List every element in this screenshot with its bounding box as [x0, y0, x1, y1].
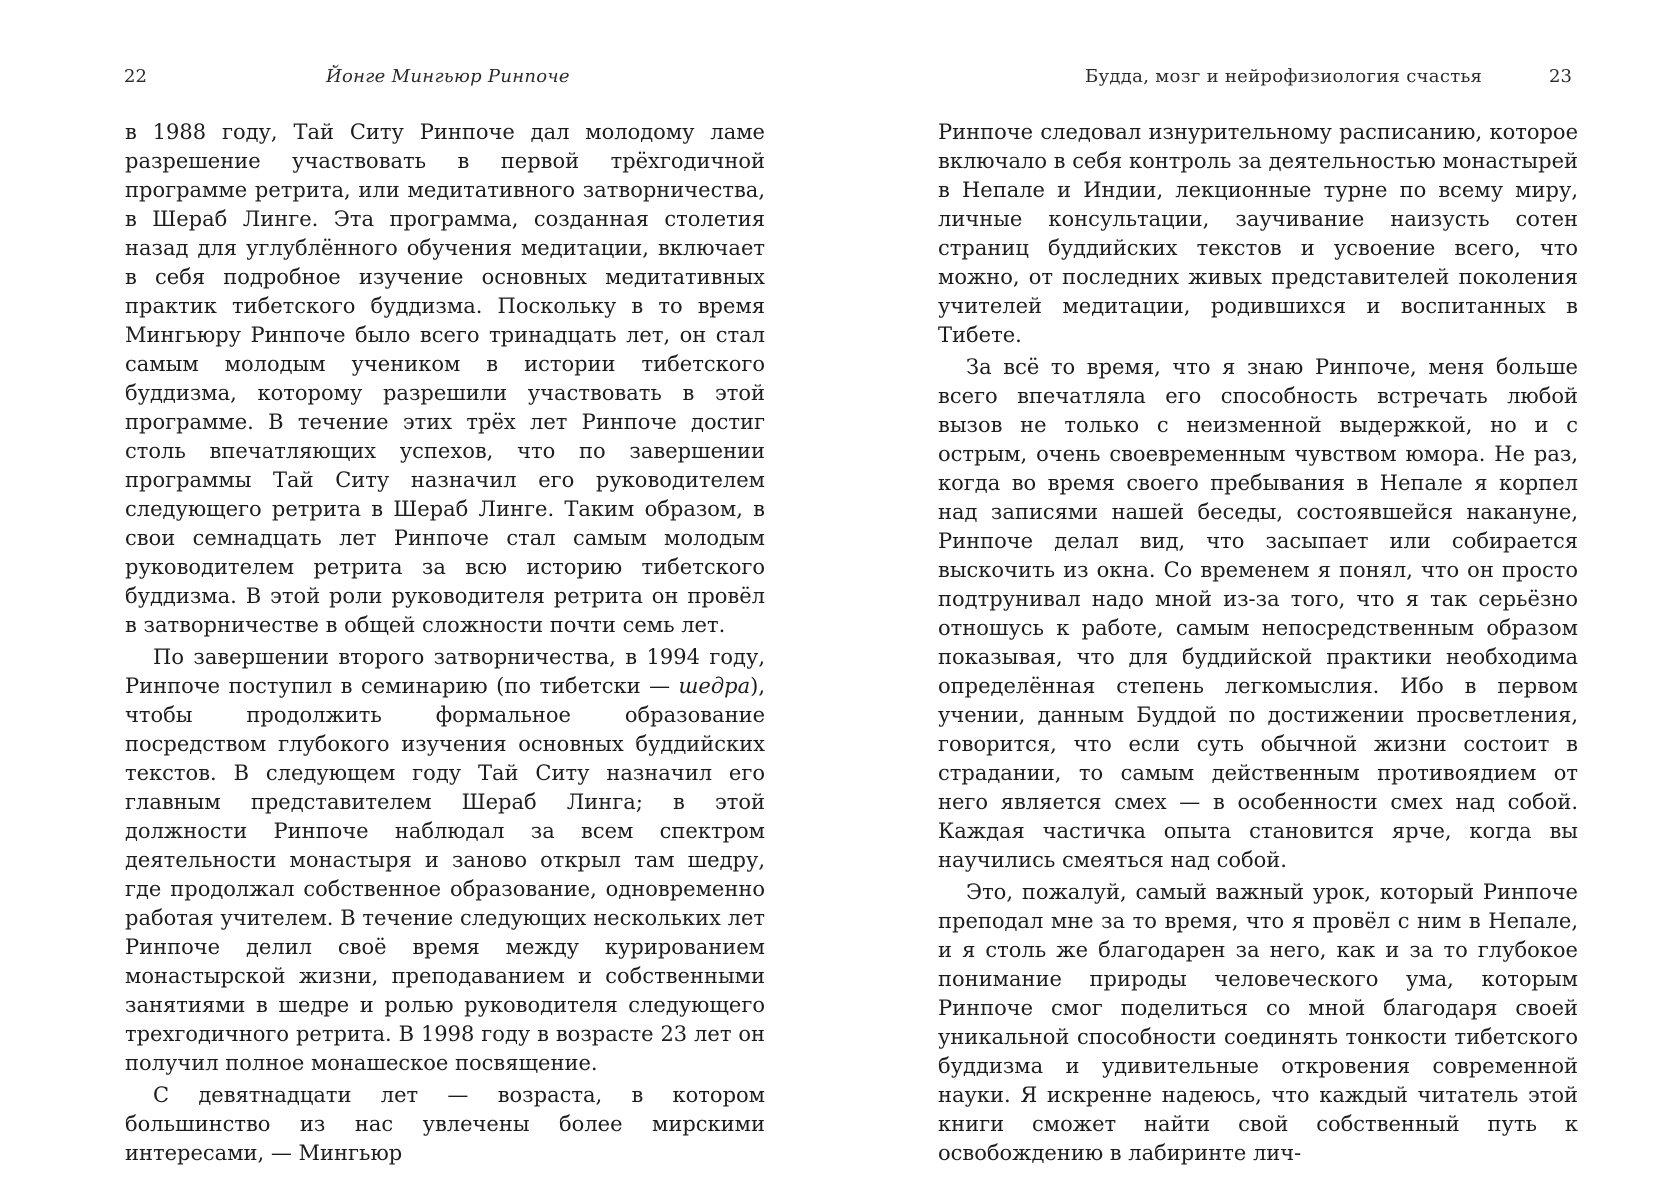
right-paragraph-1: Ринпоче следовал изнурительному расписанию, которое включало в себя контроль за деятельностью монастырей в Непале и Индии, лекционные турне по всему миру, личные консультации, заучивание наизусть сотен страниц буддийских текстов и усвоение всего, что можно, от последних живых представителей поколения учителей медитации, родившихся и воспитанных в Тибете. [938, 120, 1578, 347]
right-page-body [938, 118, 1578, 1168]
left-paragraph-2-italic-term: шедра [678, 674, 751, 698]
right-paragraph-2: За всё то время, что я знаю Ринпоче, меня больше всего впечатляла его способность встречать любой вызов не только с неизменной выдержкой, но и с острым, очень своевременным чувством юмора. Не раз, когда во время своего пребывания в Непале я корпел над записями нашей беседы, состоявшейся накануне, Ринпоче делал вид, что засыпает или собирается выскочить из окна. Со временем я понял, что он просто подтрунивал надо мной из-за того, что я так серьёзно отношусь к работе, самым непосредственным образом показывая, что для буддийской практики необходима определённая степень легкомыслия. Ибо в первом учении, данным Буддой по достижении просветления, говорится, что если суть обычной жизни состоит в страдании, то самым действенным противоядием от него является смех — в особенности смех над собой. Каждая частичка опыта становится ярче, когда вы научились смеяться над собой. [938, 355, 1578, 872]
right-page-number: 23 [1549, 66, 1572, 87]
left-running-head: Йонге Мингьюр Ринпоче [326, 66, 570, 87]
left-paragraph-3: С девятнадцати лет — возраста, в котором большинство из нас увлечены более мирскими интересами, — Мингьюр [125, 1083, 765, 1165]
left-paragraph-2-end: ), чтобы продолжить формальное образование посредством глубокого изучения основных буддийских текстов. В следующем году Тай Ситу назначил его главным представителем Шераб Линга; в этой должности Ринпоче наблюдал за всем спектром деятельности монастыря и заново открыл там шедру, где продолжал собственное образование, одновременно работая учителем. В течение следующих нескольких лет Ринпоче делил своё время между курированием монастырской жизни, преподаванием и собственными занятиями в шедре и ролью руководителя следующего трехгодичного ретрита. В 1998 году в возрасте 23 лет он получил полное монашеское посвящение. [125, 674, 765, 1075]
left-page-number: 22 [124, 66, 147, 87]
left-paragraph-2 [125, 643, 765, 1078]
left-paragraph-2-start: По завершении второго затворничества, в 1994 году, Ринпоче поступил в семинарию (по тибетски — [125, 645, 765, 698]
right-page [840, 0, 1680, 1200]
right-paragraph-3: Это, пожалуй, самый важный урок, который Ринпоче преподал мне за то время, что я провёл с ним в Непале, и я столь же благодарен за него, как и за то глубокое понимание природы человеческого ума, которым Ринпоче смог поделиться со мной благодаря своей уникальной способности соединять тонкости тибетского буддизма и удивительные откровения современной науки. Я искренне надеюсь, что каждый читатель этой книги сможет найти свой собственный путь к освобождению в лабиринте лич- [938, 880, 1578, 1165]
left-paragraph-1: в 1988 году, Тай Ситу Ринпоче дал молодому ламе разрешение участвовать в первой трёхгодичной программе ретрита, или медитативного затворничества, в Шераб Линге. Эта программа, созданная столетия назад для углублённого обучения медитации, включает в себя подробное изучение основных медитативных практик тибетского буддизма. Поскольку в то время Мингьюру Ринпоче было всего тринадцать лет, он стал самым молодым учеником в истории тибетского буддизма, которому разрешили участвовать в этой программе. В течение этих трёх лет Ринпоче достиг столь впечатляющих успехов, что по завершении программы Тай Ситу назначил его руководителем следующего ретрита в Шераб Линге. Таким образом, в свои семнадцать лет Ринпоче стал самым молодым руководителем ретрита за всю историю тибетского буддизма. В этой роли руководителя ретрита он провёл в затворничестве в общей сложности почти семь лет. [125, 120, 765, 637]
left-page-body [125, 118, 765, 1168]
right-running-head: Будда, мозг и нейрофизиология счастья [1085, 66, 1483, 87]
